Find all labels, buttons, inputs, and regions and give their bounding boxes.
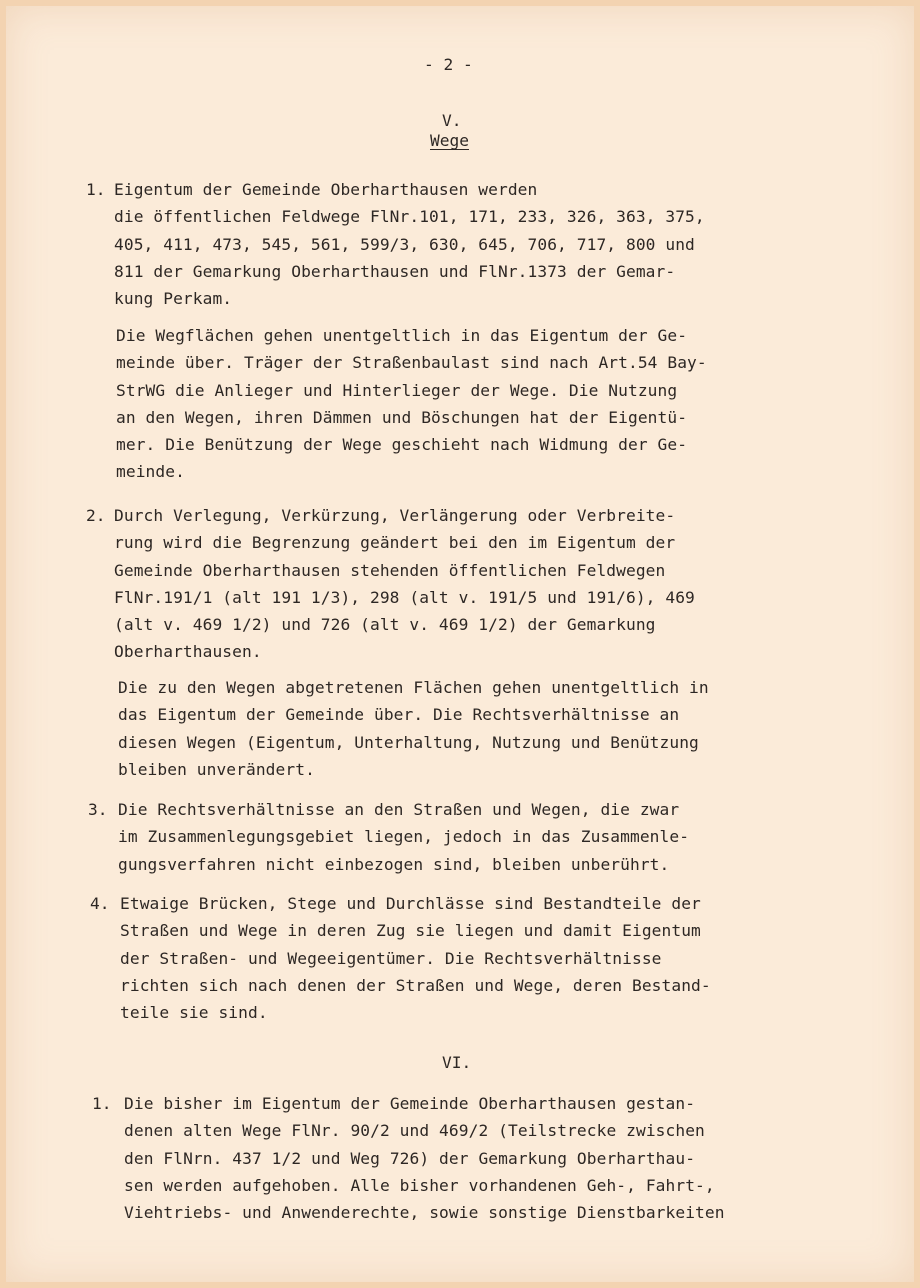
item-number: 3. (88, 800, 108, 819)
text-line: Straßen und Wege in deren Zug sie liegen und damit Eigentum (120, 921, 701, 941)
text-line: die öffentlichen Feldwege FlNr.101, 171, 233, 326, 363, 375, (114, 207, 705, 227)
text-line: meinde. (116, 462, 185, 482)
document-page (6, 6, 914, 1282)
text-line: mer. Die Benützung der Wege geschieht nach Widmung der Ge- (116, 435, 688, 455)
item-number: 4. (90, 894, 110, 913)
text-line: Die bisher im Eigentum der Gemeinde Oberharthausen gestan- (124, 1094, 696, 1113)
text-line: bleiben unverändert. (118, 759, 315, 779)
text-line: denen alten Wege FlNr. 90/2 und 469/2 (Teilstrecke zwischen (124, 1121, 705, 1141)
section-v-title: Wege (430, 131, 469, 150)
text-line: an den Wegen, ihren Dämmen und Böschungen hat der Eigentü- (116, 407, 688, 427)
text-line: Gemeinde Oberharthausen stehenden öffentlichen Feldwegen (114, 560, 666, 580)
text-line: Die Rechtsverhältnisse an den Straßen und Wegen, die zwar (118, 800, 680, 819)
page-number: - 2 - (424, 55, 473, 74)
text-line: Etwaige Brücken, Stege und Durchlässe sind Bestandteile der (120, 894, 701, 913)
text-line: teile sie sind. (120, 1003, 268, 1023)
text-line: der Straßen- und Wegeeigentümer. Die Rechtsverhältnisse (120, 948, 662, 968)
text-line: gungsverfahren nicht einbezogen sind, bleiben unberührt. (118, 854, 670, 874)
text-line: meinde über. Träger der Straßenbaulast sind nach Art.54 Bay- (116, 353, 707, 373)
text-line: (alt v. 469 1/2) und 726 (alt v. 469 1/2) der Gemarkung (114, 615, 656, 635)
text-line: diesen Wegen (Eigentum, Unterhaltung, Nutzung und Benützung (118, 732, 699, 752)
text-line: Durch Verlegung, Verkürzung, Verlängerung oder Verbreite- (114, 506, 676, 525)
text-line: Die zu den Wegen abgetretenen Flächen gehen unentgeltlich in (118, 678, 709, 697)
text-line: sen werden aufgehoben. Alle bisher vorhandenen Geh-, Fahrt-, (124, 1175, 715, 1195)
text-line: den FlNrn. 437 1/2 und Weg 726) der Gemarkung Oberharthau- (124, 1148, 696, 1168)
text-line: das Eigentum der Gemeinde über. Die Rechtsverhältnisse an (118, 705, 680, 725)
item-number: 2. (86, 506, 106, 525)
paragraph (114, 176, 705, 312)
text-line: im Zusammenlegungsgebiet liegen, jedoch in das Zusammenle- (118, 827, 690, 847)
item-number: 1. (92, 1094, 112, 1113)
text-line: FlNr.191/1 (alt 191 1/3), 298 (alt v. 191/5 und 191/6), 469 (114, 587, 695, 607)
section-v-numeral: V. (442, 111, 462, 130)
paragraph (118, 674, 709, 783)
text-line: StrWG die Anlieger und Hinterlieger der Wege. Die Nutzung (116, 380, 678, 400)
paragraph (114, 502, 695, 666)
text-line: Viehtriebs- und Anwenderechte, sowie sonstige Dienstbarkeiten (124, 1203, 725, 1223)
paragraph (118, 796, 689, 878)
paragraph (116, 322, 707, 486)
text-line: 405, 411, 473, 545, 561, 599/3, 630, 645, 706, 717, 800 und (114, 234, 695, 254)
text-line: Oberharthausen. (114, 642, 262, 662)
text-line: Eigentum der Gemeinde Oberharthausen werden (114, 180, 538, 199)
text-line: Die Wegflächen gehen unentgeltlich in das Eigentum der Ge- (116, 326, 688, 345)
text-line: rung wird die Begrenzung geändert bei den im Eigentum der (114, 533, 676, 553)
text-line: richten sich nach denen der Straßen und Wege, deren Bestand- (120, 975, 711, 995)
paragraph (124, 1090, 725, 1226)
text-line: 811 der Gemarkung Oberharthausen und FlNr.1373 der Gemar- (114, 261, 676, 281)
section-vi-numeral: VI. (442, 1053, 472, 1072)
text-line: kung Perkam. (114, 289, 233, 309)
paragraph (120, 890, 711, 1026)
item-number: 1. (86, 180, 106, 199)
